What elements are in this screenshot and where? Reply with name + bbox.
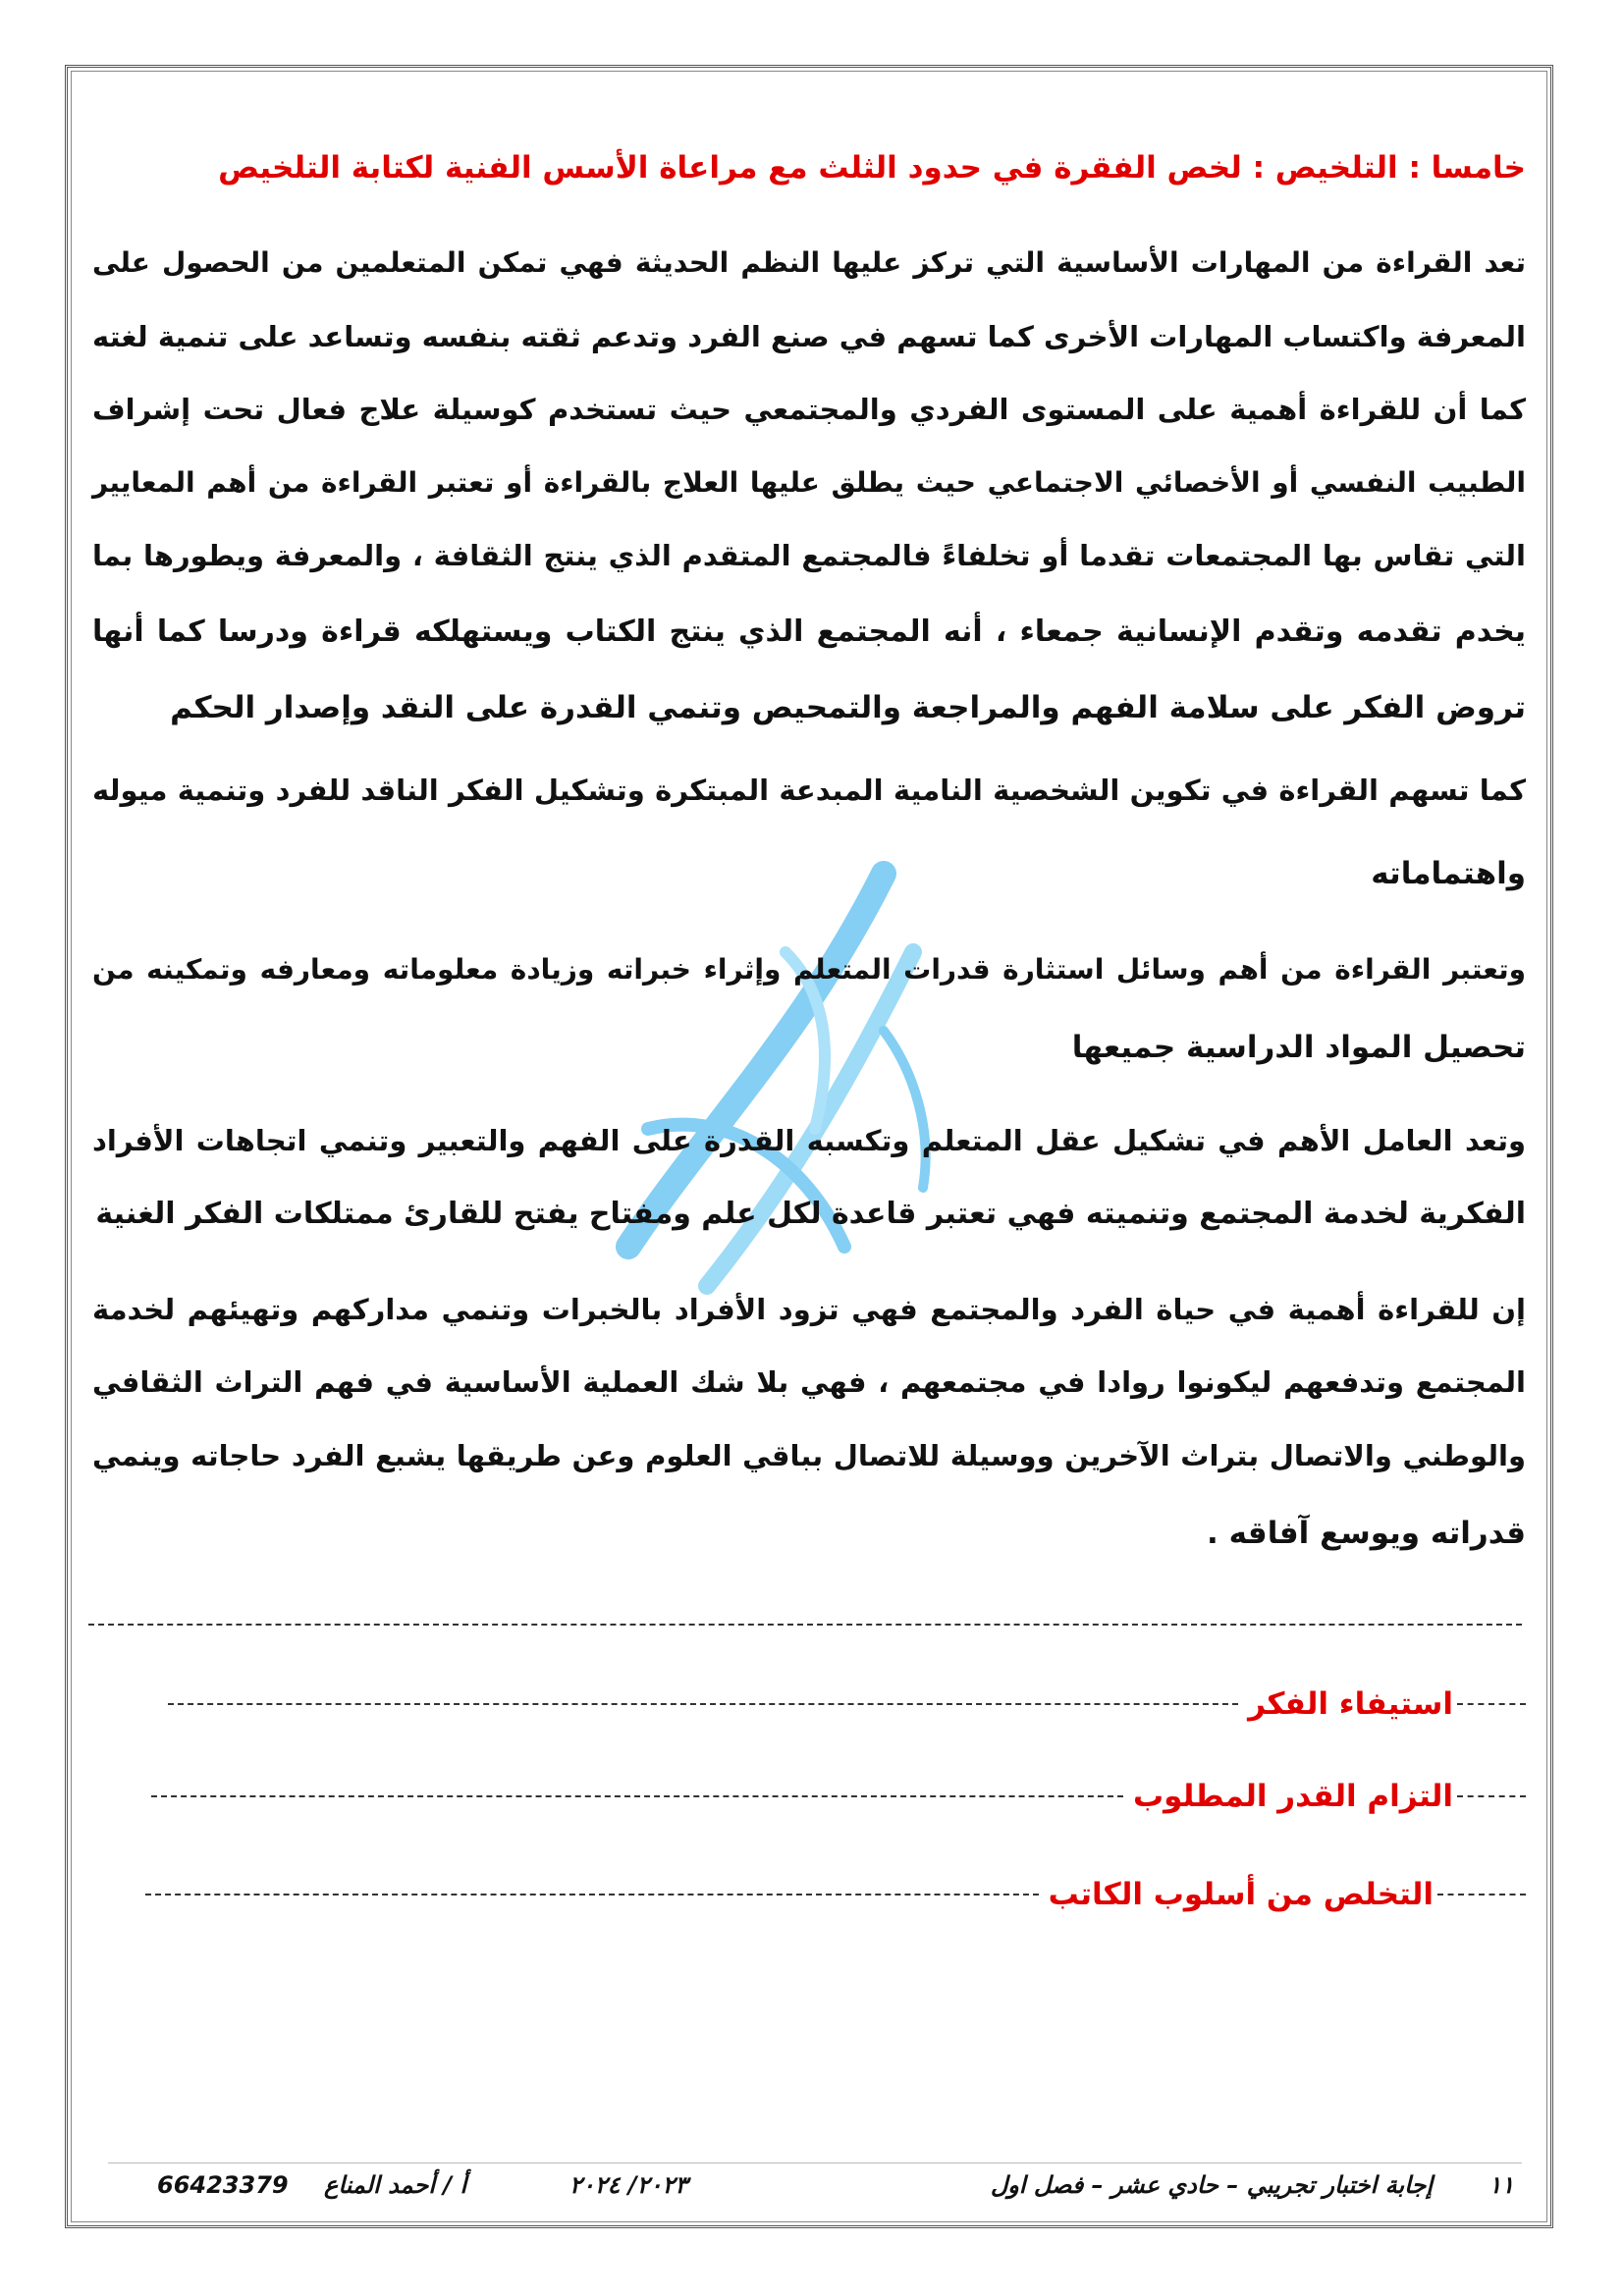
calligraphy-watermark <box>589 834 1001 1325</box>
page-number: ١١ <box>1489 2171 1514 2199</box>
paragraph-line: قدراته ويوسع آفاقه . <box>1207 1516 1526 1551</box>
academic-year: ٢٠٢٣/ ٢٠٢٤ <box>569 2171 688 2199</box>
criterion-style <box>145 1875 1526 1914</box>
criterion-label: التخلص من أسلوب الكاتب <box>1048 1877 1434 1912</box>
paragraph-line: تحصيل المواد الدراسية جميعها <box>1071 1030 1526 1065</box>
paragraph-line: وتعد العامل الأهم في تشكيل عقل المتعلم وتكسبه القدرة على الفهم والتعبير وتنمي اتجاهات الأفراد <box>92 1124 1526 1157</box>
paragraph-line: الطبيب النفسي أو الأخصائي الاجتماعي حيث يطلق عليها العلاج بالقراءة أو تعتبر القراءة من أهم المعايير <box>92 466 1526 499</box>
teacher-phone: 66423379 <box>157 2171 289 2199</box>
paragraph-line: كما تسهم القراءة في تكوين الشخصية النامية المبدعة المبتكرة وتشكيل الفكر الناقد للفرد وتنمية ميوله <box>92 774 1526 807</box>
criterion-ideas <box>168 1684 1526 1724</box>
paragraph-line: يخدم تقدمه وتقدم الإنسانية جمعاء ، أنه المجتمع الذي ينتج الكتاب ويستهلكه قراءة ودرسا كما أنها <box>92 614 1526 649</box>
criterion-label: التزام القدر المطلوب <box>1133 1779 1453 1814</box>
answer-line <box>88 1624 1522 1626</box>
paragraph-line: التي تقاس بها المجتمعات تقدما أو تخلفاءً فالمجتمع المتقدم الذي ينتج الثقافة ، والمعرفة ويطورها بما <box>92 539 1526 572</box>
paragraph-line: كما أن للقراءة أهمية على المستوى الفردي والمجتمعي حيث تستخدم كوسيلة علاج فعال تحت إشراف <box>92 393 1526 426</box>
paragraph-line: واهتماماته <box>1371 856 1526 891</box>
teacher-name: أ / أحمد المناع <box>324 2171 467 2199</box>
paragraph-line: والوطني والاتصال بتراث الآخرين ووسيلة للاتصال بباقي العلوم وعن طريقها يشبع الفرد حاجاته وينمي <box>92 1439 1526 1472</box>
paragraph-line: الفكرية لخدمة المجتمع وتنميته فهي تعتبر قاعدة لكل علم ومفتاح يفتح للقارئ ممتلكات الفكر الغنية <box>95 1197 1526 1231</box>
paragraph-line: المجتمع وتدفعهم ليكونوا روادا في مجتمعهم ، فهي بلا شك العملية الأساسية في فهم التراث الثقافي <box>92 1365 1526 1399</box>
exam-title: إجابة اختبار تجريبي – حادي عشر – فصل اول <box>990 2171 1433 2199</box>
paragraph-line: وتعتبر القراءة من أهم وسائل استثارة قدرات المتعلم وإثراء خبراته وزيادة معلوماته ومعارفه وتمكينه من <box>92 953 1526 986</box>
section-heading: خامسا : التلخيص : لخص الفقرة في حدود الثلث مع مراعاة الأسس الفنية لكتابة التلخيص <box>218 150 1526 186</box>
paragraph-line: إن للقراءة أهمية في حياة الفرد والمجتمع فهي تزود الأفراد بالخبرات وتنمي مداركهم وتهيئهم لخدمة <box>92 1293 1526 1326</box>
paragraph-line: المعرفة واكتساب المهارات الأخرى كما تسهم في صنع الفرد وتدعم ثقته بنفسه وتساعد على تنمية لغته <box>92 320 1526 353</box>
paragraph-line: تروض الفكر على سلامة الفهم والمراجعة والتمحيص وتنمي القدرة على النقد وإصدار الحكم <box>170 690 1526 725</box>
criterion-label: استيفاء الفكر <box>1248 1686 1453 1722</box>
paragraph-line: تعد القراءة من المهارات الأساسية التي تركز عليها النظم الحديثة فهي تمكن المتعلمين من الحصول على <box>92 246 1526 279</box>
criterion-length <box>151 1777 1526 1816</box>
